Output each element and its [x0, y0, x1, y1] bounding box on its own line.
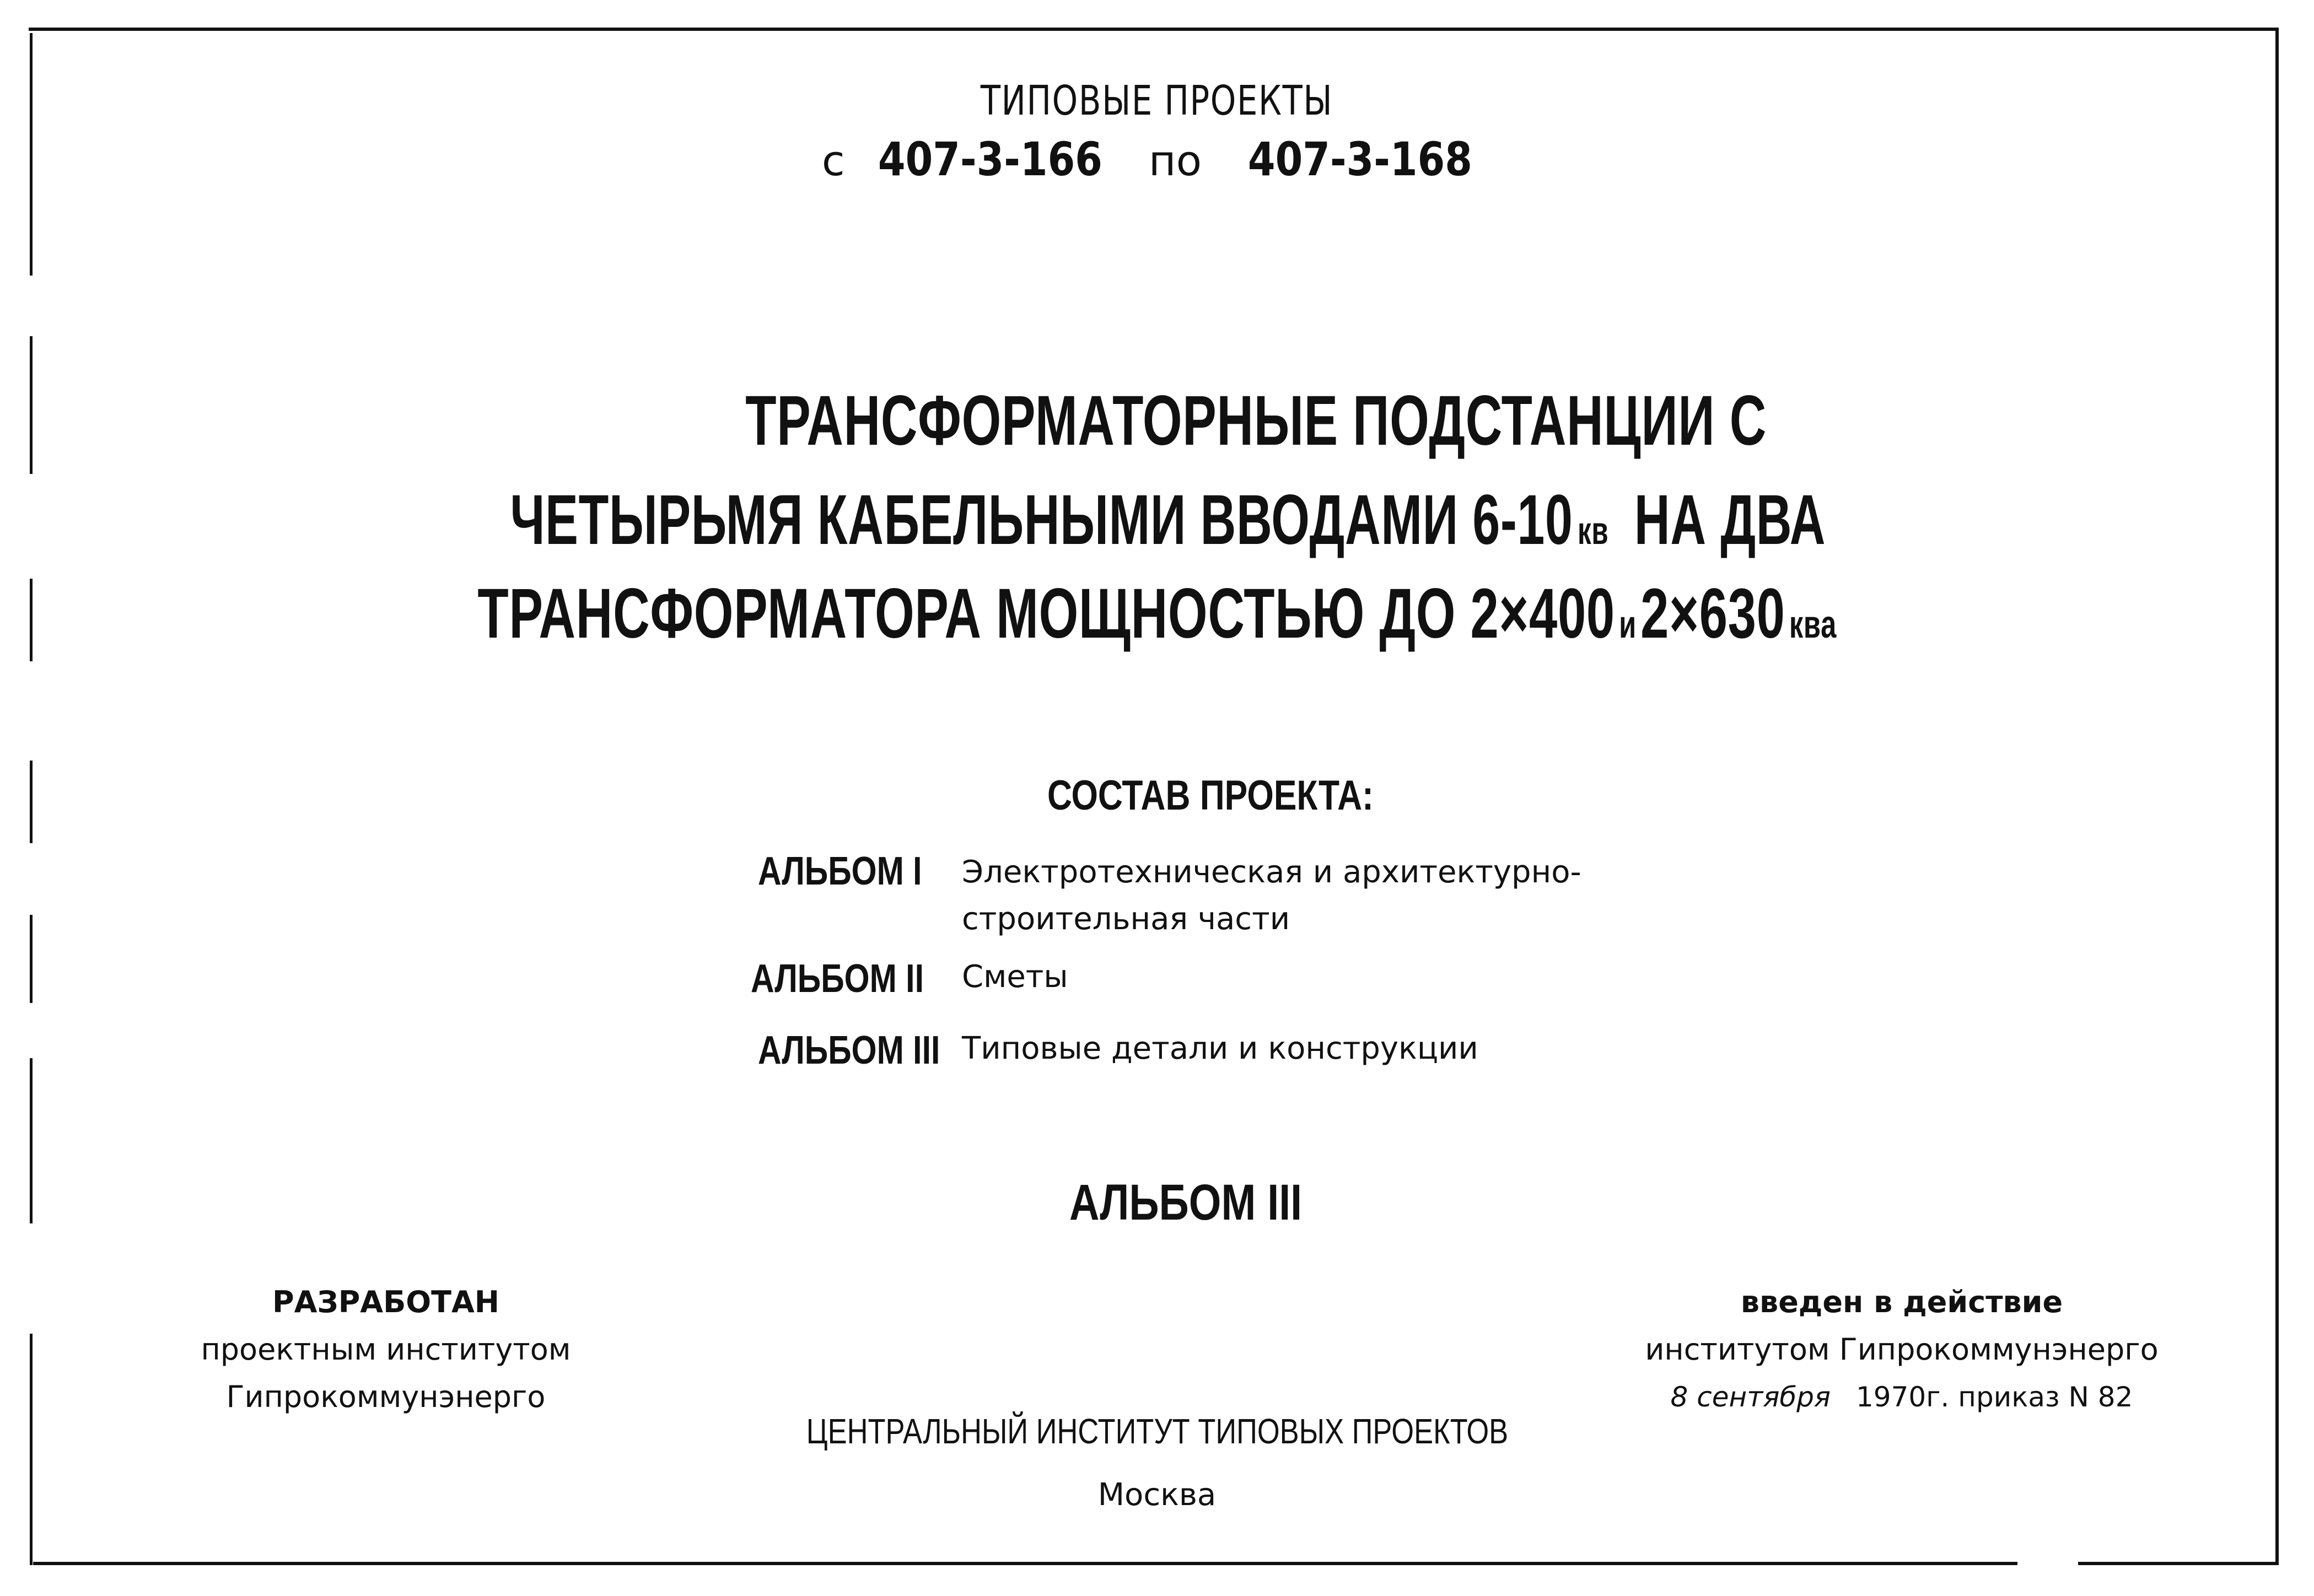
header-middle: по: [1148, 136, 1202, 185]
developer-line-3: Гипрокоммунэнерго: [226, 1379, 546, 1414]
frame-left-5: [30, 915, 33, 1003]
header-from-code: 407-3-166: [878, 132, 1102, 186]
frame-left-4: [30, 761, 33, 843]
header-to-code: 407-3-168: [1248, 132, 1473, 186]
header-series: [0, 77, 2314, 125]
album-1-description-2: строительная части: [962, 901, 1290, 937]
album-1-label: АЛЬБОМ I: [758, 849, 922, 893]
developer-line-1: РАЗРАБОТАН: [272, 1285, 499, 1319]
enacted-line-2: институтом Гипрокоммунэнерго: [1645, 1332, 2159, 1367]
frame-right: [2275, 28, 2279, 1565]
frame-left-6: [30, 1058, 33, 1223]
developer-block: [110, 1279, 661, 1421]
title-line-3: [0, 574, 2314, 653]
title-line-2-unit: кв: [1578, 509, 1609, 552]
title-line-1-text: ТРАНСФОРМАТОРНЫЕ ПОДСТАНЦИИ С: [745, 381, 1767, 460]
title-line-3-and: и: [1618, 602, 1637, 646]
title-line-3-value2: 2×630: [1640, 574, 1785, 653]
album-3-description: Типовые детали и конструкции: [962, 1031, 1478, 1066]
footer-institute: ЦЕНТРАЛЬНЫЙ ИНСТИТУТ ТИПОВЫХ ПРОЕКТОВ: [806, 1411, 1508, 1451]
title-line-1: [0, 381, 2314, 460]
header-prefix: с: [821, 136, 845, 185]
enacted-date: 8 сентября: [1670, 1381, 1831, 1413]
frame-bottom-left: [33, 1562, 2017, 1565]
album-3-label: АЛЬБОМ III: [758, 1028, 940, 1072]
album-2-label: АЛЬБОМ II: [751, 957, 924, 1001]
title-line-2-main: ЧЕТЫРЬМЯ КАБЕЛЬНЫМИ ВВОДАМИ 6-10: [510, 481, 1573, 559]
album-2-description: Сметы: [962, 959, 1068, 995]
title-line-2-end: НА ДВА: [1634, 481, 1826, 559]
title-line-2: [0, 481, 2314, 559]
enacted-order: 1970г. приказ N 82: [1855, 1381, 2133, 1413]
title-line-3-main: ТРАНСФОРМАТОРА МОЩНОСТЬЮ ДО 2×400: [477, 574, 1615, 653]
header-series-label: ТИПОВЫЕ ПРОЕКТЫ: [981, 77, 1333, 125]
enacted-block: [1599, 1279, 2205, 1421]
footer-city: Москва: [1097, 1477, 1217, 1513]
composition-heading: СОСТАВ ПРОЕКТА:: [1047, 772, 1374, 819]
header-codes: [0, 132, 2314, 186]
enacted-line-1: введен в действие: [1740, 1285, 2063, 1319]
developer-line-2: проектным институтом: [201, 1332, 571, 1367]
frame-bottom-right: [2078, 1562, 2279, 1565]
title-line-3-unit: ква: [1789, 602, 1837, 646]
album-1-description: Электротехническая и архитектурно-: [962, 854, 1581, 890]
current-album: АЛЬБОМ III: [1069, 1174, 1303, 1231]
frame-top: [29, 28, 2279, 31]
